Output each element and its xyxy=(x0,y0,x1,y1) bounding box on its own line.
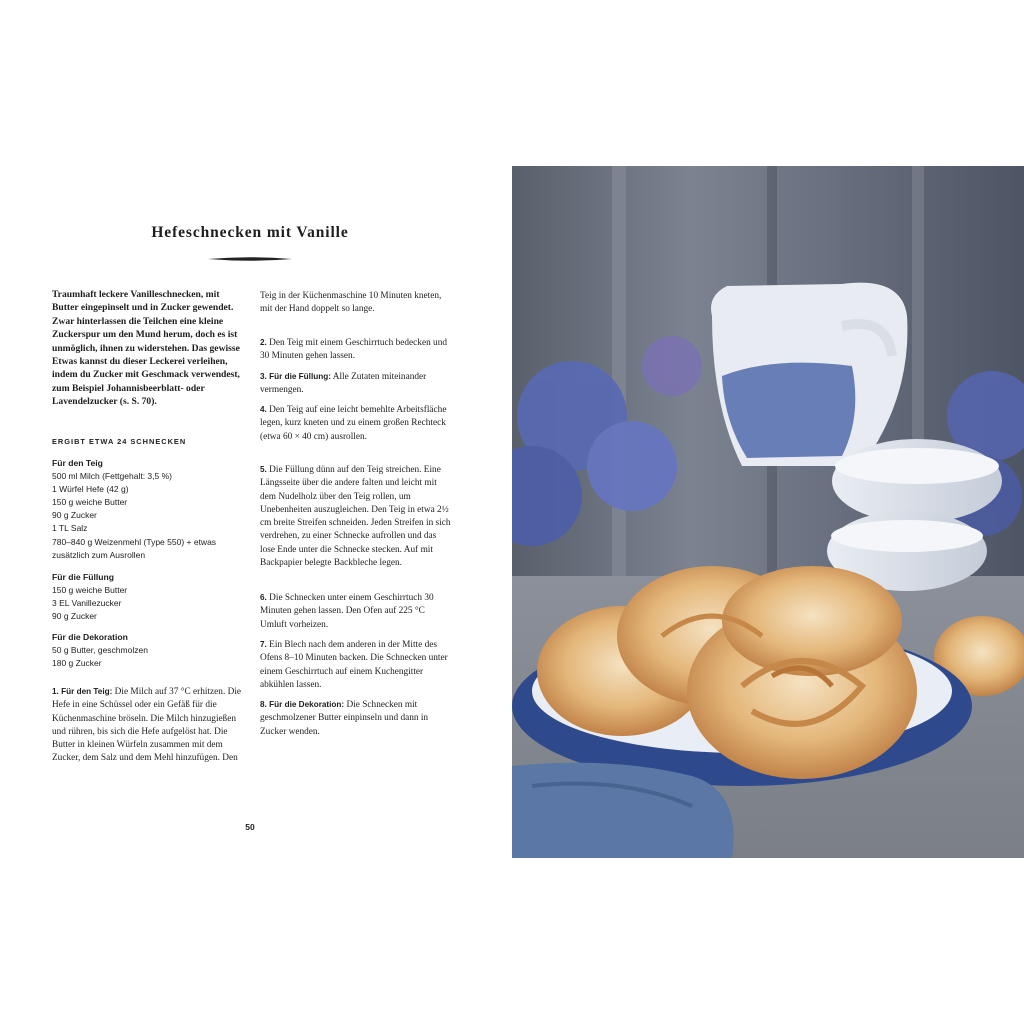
step-3-lead: 3. Für die Füllung: xyxy=(260,372,331,381)
step-7-lead: 7. xyxy=(260,640,267,649)
ingredients-dough xyxy=(52,457,244,562)
recipe-step-5 xyxy=(260,463,452,570)
step-5-text: Die Füllung dünn auf den Teig streichen. Eine Längsseite über die andere falten und leicht mit dem Nudelholz über den Teig rollen, um Unebenheiten auszugleichen. Den Teig in etwa 2½ cm breite Streifen schneiden. Jeden Streifen in sich verdrehen, zu einer Schnecke aufrollen und das lose Ende unter die Schnecke stecken. Auf mit Backpapier belegte Backbleche legen. xyxy=(260,465,451,569)
step-1-text: Die Milch auf 37 °C erhitzen. Die Hefe in eine Schüssel oder ein Gefäß für die Küchenmaschine bröseln. Die Milch hinzugießen und rühren, bis sich die Hefe aufgelöst hat. Die Butter in kleinen Würfeln zusammen mit dem Zucker, dem Salz und dem Mehl hinzufügen. Den xyxy=(52,687,242,764)
step-2-lead: 2. xyxy=(260,338,267,347)
step-4-text: Den Teig auf eine leicht bemehlte Arbeitsfläche legen, kurz kneten und zu einem großen Rechteck (etwa 60 × 40 cm) ausrollen. xyxy=(260,405,447,442)
recipe-step-8 xyxy=(260,698,452,739)
step-1-text: Teig in der Küchenmaschine 10 Minuten kneten, mit der Hand doppelt so lange. xyxy=(260,290,442,315)
step-4-lead: 4. xyxy=(260,405,267,414)
ingredient-item: 50 g Butter, geschmolzen xyxy=(52,645,148,656)
step-8-text: Die Schnecken mit geschmolzener Butter einpinseln und dann in Zucker wenden. xyxy=(260,700,429,737)
ingredients-decoration-heading: Für die Dekoration xyxy=(52,632,128,642)
step-7-text: Ein Blech nach dem anderen in der Mitte des Ofens 8–10 Minuten backen. Die Schnecken unter einem Geschirrtuch auf einem Kuchengitter abkühlen lassen. xyxy=(260,640,448,690)
ingredient-item: 90 g Zucker xyxy=(52,510,97,521)
step-6-text: Die Schnecken unter einem Geschirrtuch 30 Minuten gehen lassen. Den Ofen auf 225 °C Umluft vorheizen. xyxy=(260,593,434,630)
ingredient-item: 1 Würfel Hefe (42 g) xyxy=(52,484,129,495)
ingredient-item: 3 EL Vanillezucker xyxy=(52,598,122,609)
ingredient-item: 150 g weiche Butter xyxy=(52,497,128,508)
recipe-intro: Traumhaft leckere Vanilleschnecken, mit Butter eingepinselt und in Zucker gewendet. Zwar hinterlassen die Teilchen eine kleine Zuckerspur um den Mund herum, doch es ist unmöglich, ihnen zu widerstehen. Das gewisse Etwas kannst du dieser Leckerei verleihen, indem du Zucker mit Geschmack verwendest, zum Beispiel Johannisbeerblatt- oder Lavendelzucker (s. S. 70). xyxy=(52,289,240,408)
ingredients-filling-heading: Für die Füllung xyxy=(52,572,115,582)
recipe-step-4 xyxy=(260,403,452,444)
title-divider-ornament xyxy=(208,255,292,263)
step-3-text: Alle Zutaten miteinander vermengen. xyxy=(260,372,427,396)
recipe-step-7 xyxy=(260,638,452,692)
sugared-vanilla-buns-photo xyxy=(512,166,1024,858)
recipe-step-2 xyxy=(260,336,452,364)
recipe-yield: ERGIBT ETWA 24 SCHNECKEN xyxy=(52,437,187,446)
ingredient-item: 500 ml Milch (Fettgehalt: 3,5 %) xyxy=(52,471,172,482)
recipe-step-1 xyxy=(52,685,244,765)
ingredient-item: 180 g Zucker xyxy=(52,658,102,669)
step-8-lead: 8. Für die Dekoration: xyxy=(260,700,345,709)
ingredient-item: zusätzlich zum Ausrollen xyxy=(52,549,146,560)
photo-illustration xyxy=(512,166,1024,858)
ingredients-filling xyxy=(52,571,244,623)
step-1-lead: 1. Für den Teig: xyxy=(52,687,113,696)
page-number: 50 xyxy=(245,822,255,832)
ingredient-item: 90 g Zucker xyxy=(52,611,97,622)
recipe-step-6 xyxy=(260,591,452,632)
step-5-lead: 5. xyxy=(260,465,267,474)
ingredients-decoration xyxy=(52,631,244,670)
ingredient-item: 780–840 g Weizenmehl (Type 550) + etwas xyxy=(52,536,217,547)
recipe-step-3 xyxy=(260,370,452,398)
recipe-step-1-continued xyxy=(260,289,452,329)
ingredient-item: 150 g weiche Butter xyxy=(52,585,128,596)
ingredient-item: 1 TL Salz xyxy=(52,523,88,534)
ingredients-dough-heading: Für den Teig xyxy=(52,458,103,468)
step-2-text: Den Teig mit einem Geschirrtuch bedecken und 30 Minuten gehen lassen. xyxy=(260,338,447,362)
recipe-title: Hefeschnecken mit Vanille xyxy=(151,224,349,241)
step-6-lead: 6. xyxy=(260,593,267,602)
